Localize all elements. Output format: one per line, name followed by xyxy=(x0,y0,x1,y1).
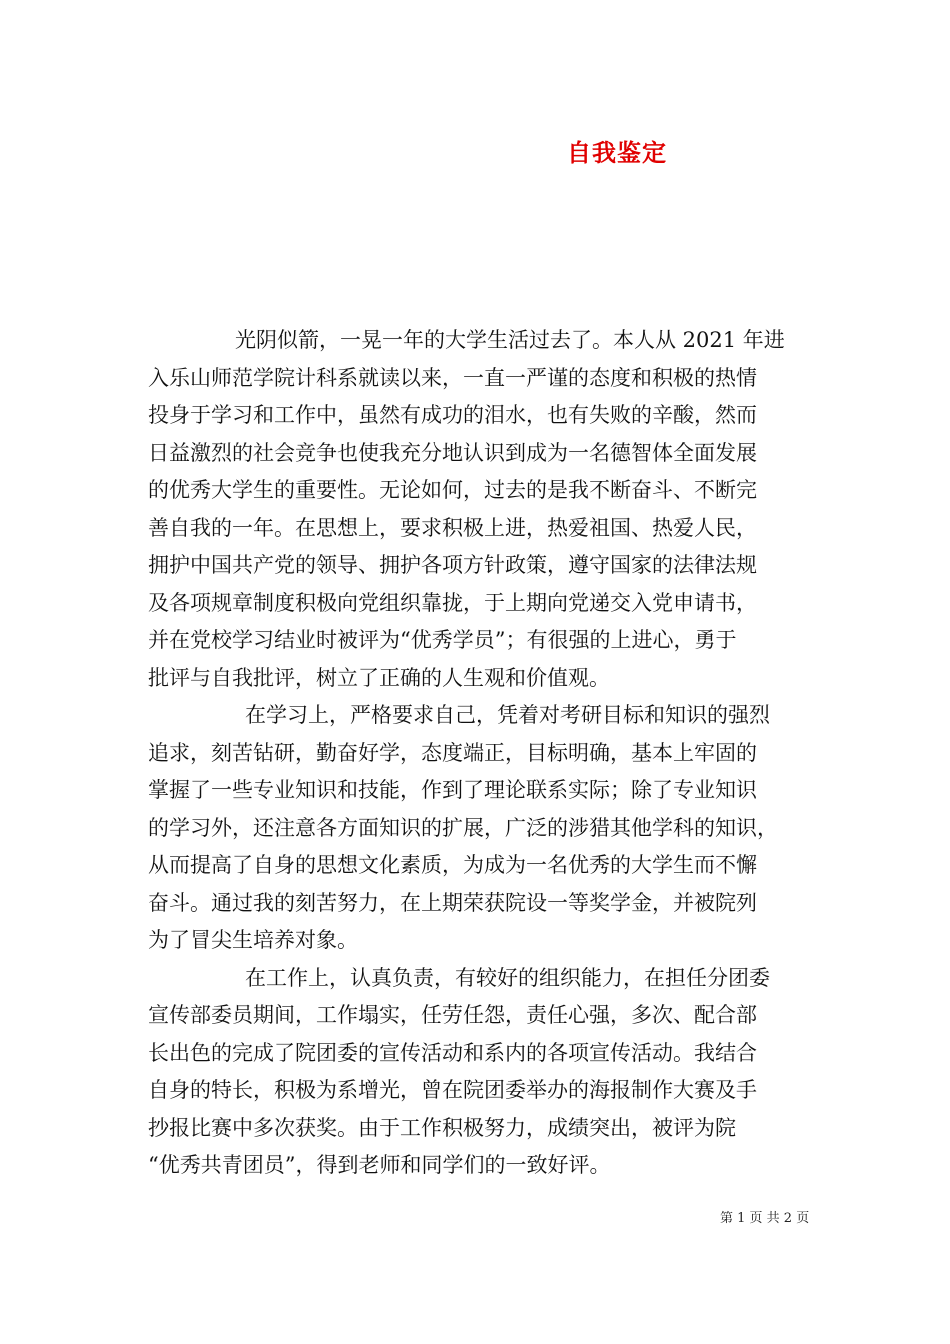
paragraph-line: 的优秀大学生的重要性。无论如何，过去的是我不断奋斗、不断完 xyxy=(148,478,757,502)
paragraph-line: 善自我的一年。在思想上，要求积极上进，热爱祖国、热爱人民， xyxy=(148,515,757,540)
page-number: 第 1 页 共 2 页 xyxy=(720,1211,810,1226)
paragraph-line: 在学习上，严格要求自己，凭着对考研目标和知识的强烈 xyxy=(245,703,770,727)
paragraph-line: 日益激烈的社会竞争也使我充分地认识到成为一名德智体全面发展 xyxy=(148,440,757,465)
paragraph-2 xyxy=(148,697,816,960)
paragraph-line: 掌握了一些专业知识和技能，作到了理论联系实际；除了专业知识 xyxy=(148,778,757,802)
paragraph-line: 拥护中国共产党的领导、拥护各项方针政策，遵守国家的法律法规 xyxy=(148,553,757,577)
paragraph-line: 在工作上，认真负责，有较好的组织能力，在担任分团委 xyxy=(245,965,770,990)
paragraph-line: “优秀共青团员”，得到老师和同学们的一致好评。 xyxy=(148,1153,611,1177)
paragraph-line: 入乐山师范学院计科系就读以来，一直一严谨的态度和积极的热情 xyxy=(148,365,757,390)
paragraph-line: 长出色的完成了院团委的宣传活动和系内的各项宣传活动。我结合 xyxy=(148,1040,757,1065)
paragraph-line: 并在党校学习结业时被评为“优秀学员”；有很强的上进心，勇于 xyxy=(148,628,737,652)
paragraph-line: 自身的特长，积极为系增光，曾在院团委举办的海报制作大赛及手 xyxy=(148,1078,757,1102)
paragraph-line: 宣传部委员期间，工作塌实，任劳任怨，责任心强，多次、配合部 xyxy=(148,1003,757,1027)
paragraph-line: 抄报比赛中多次获奖。由于工作积极努力，成绩突出，被评为院 xyxy=(148,1115,736,1140)
paragraph-line: 为了冒尖生培养对象。 xyxy=(148,928,358,952)
paragraph-line: 的学习外，还注意各方面知识的扩展，广泛的涉猎其他学科的知识， xyxy=(148,815,778,840)
paragraph-line: 及各项规章制度积极向党组织靠拢，于上期向党递交入党申请书， xyxy=(148,590,757,615)
paragraph-line: 投身于学习和工作中，虽然有成功的泪水，也有失败的辛酸，然而 xyxy=(148,403,757,427)
paragraph-line: 光阴似箭，一晃一年的大学生活过去了。本人从 2021 年进 xyxy=(235,328,785,352)
paragraph-3 xyxy=(148,960,816,1185)
paragraph-line: 奋斗。通过我的刻苦努力，在上期荣获院设一等奖学金，并被院列 xyxy=(148,890,757,915)
paragraph-line: 批评与自我批评，树立了正确的人生观和价值观。 xyxy=(148,665,610,690)
document-body xyxy=(148,322,816,1185)
paragraph-1 xyxy=(148,322,816,697)
paragraph-line: 追求，刻苦钻研，勤奋好学，态度端正，目标明确，基本上牢固的 xyxy=(148,740,757,765)
paragraph-line: 从而提高了自身的思想文化素质，为成为一名优秀的大学生而不懈 xyxy=(148,853,757,877)
document-title: 自我鉴定 xyxy=(567,138,667,167)
